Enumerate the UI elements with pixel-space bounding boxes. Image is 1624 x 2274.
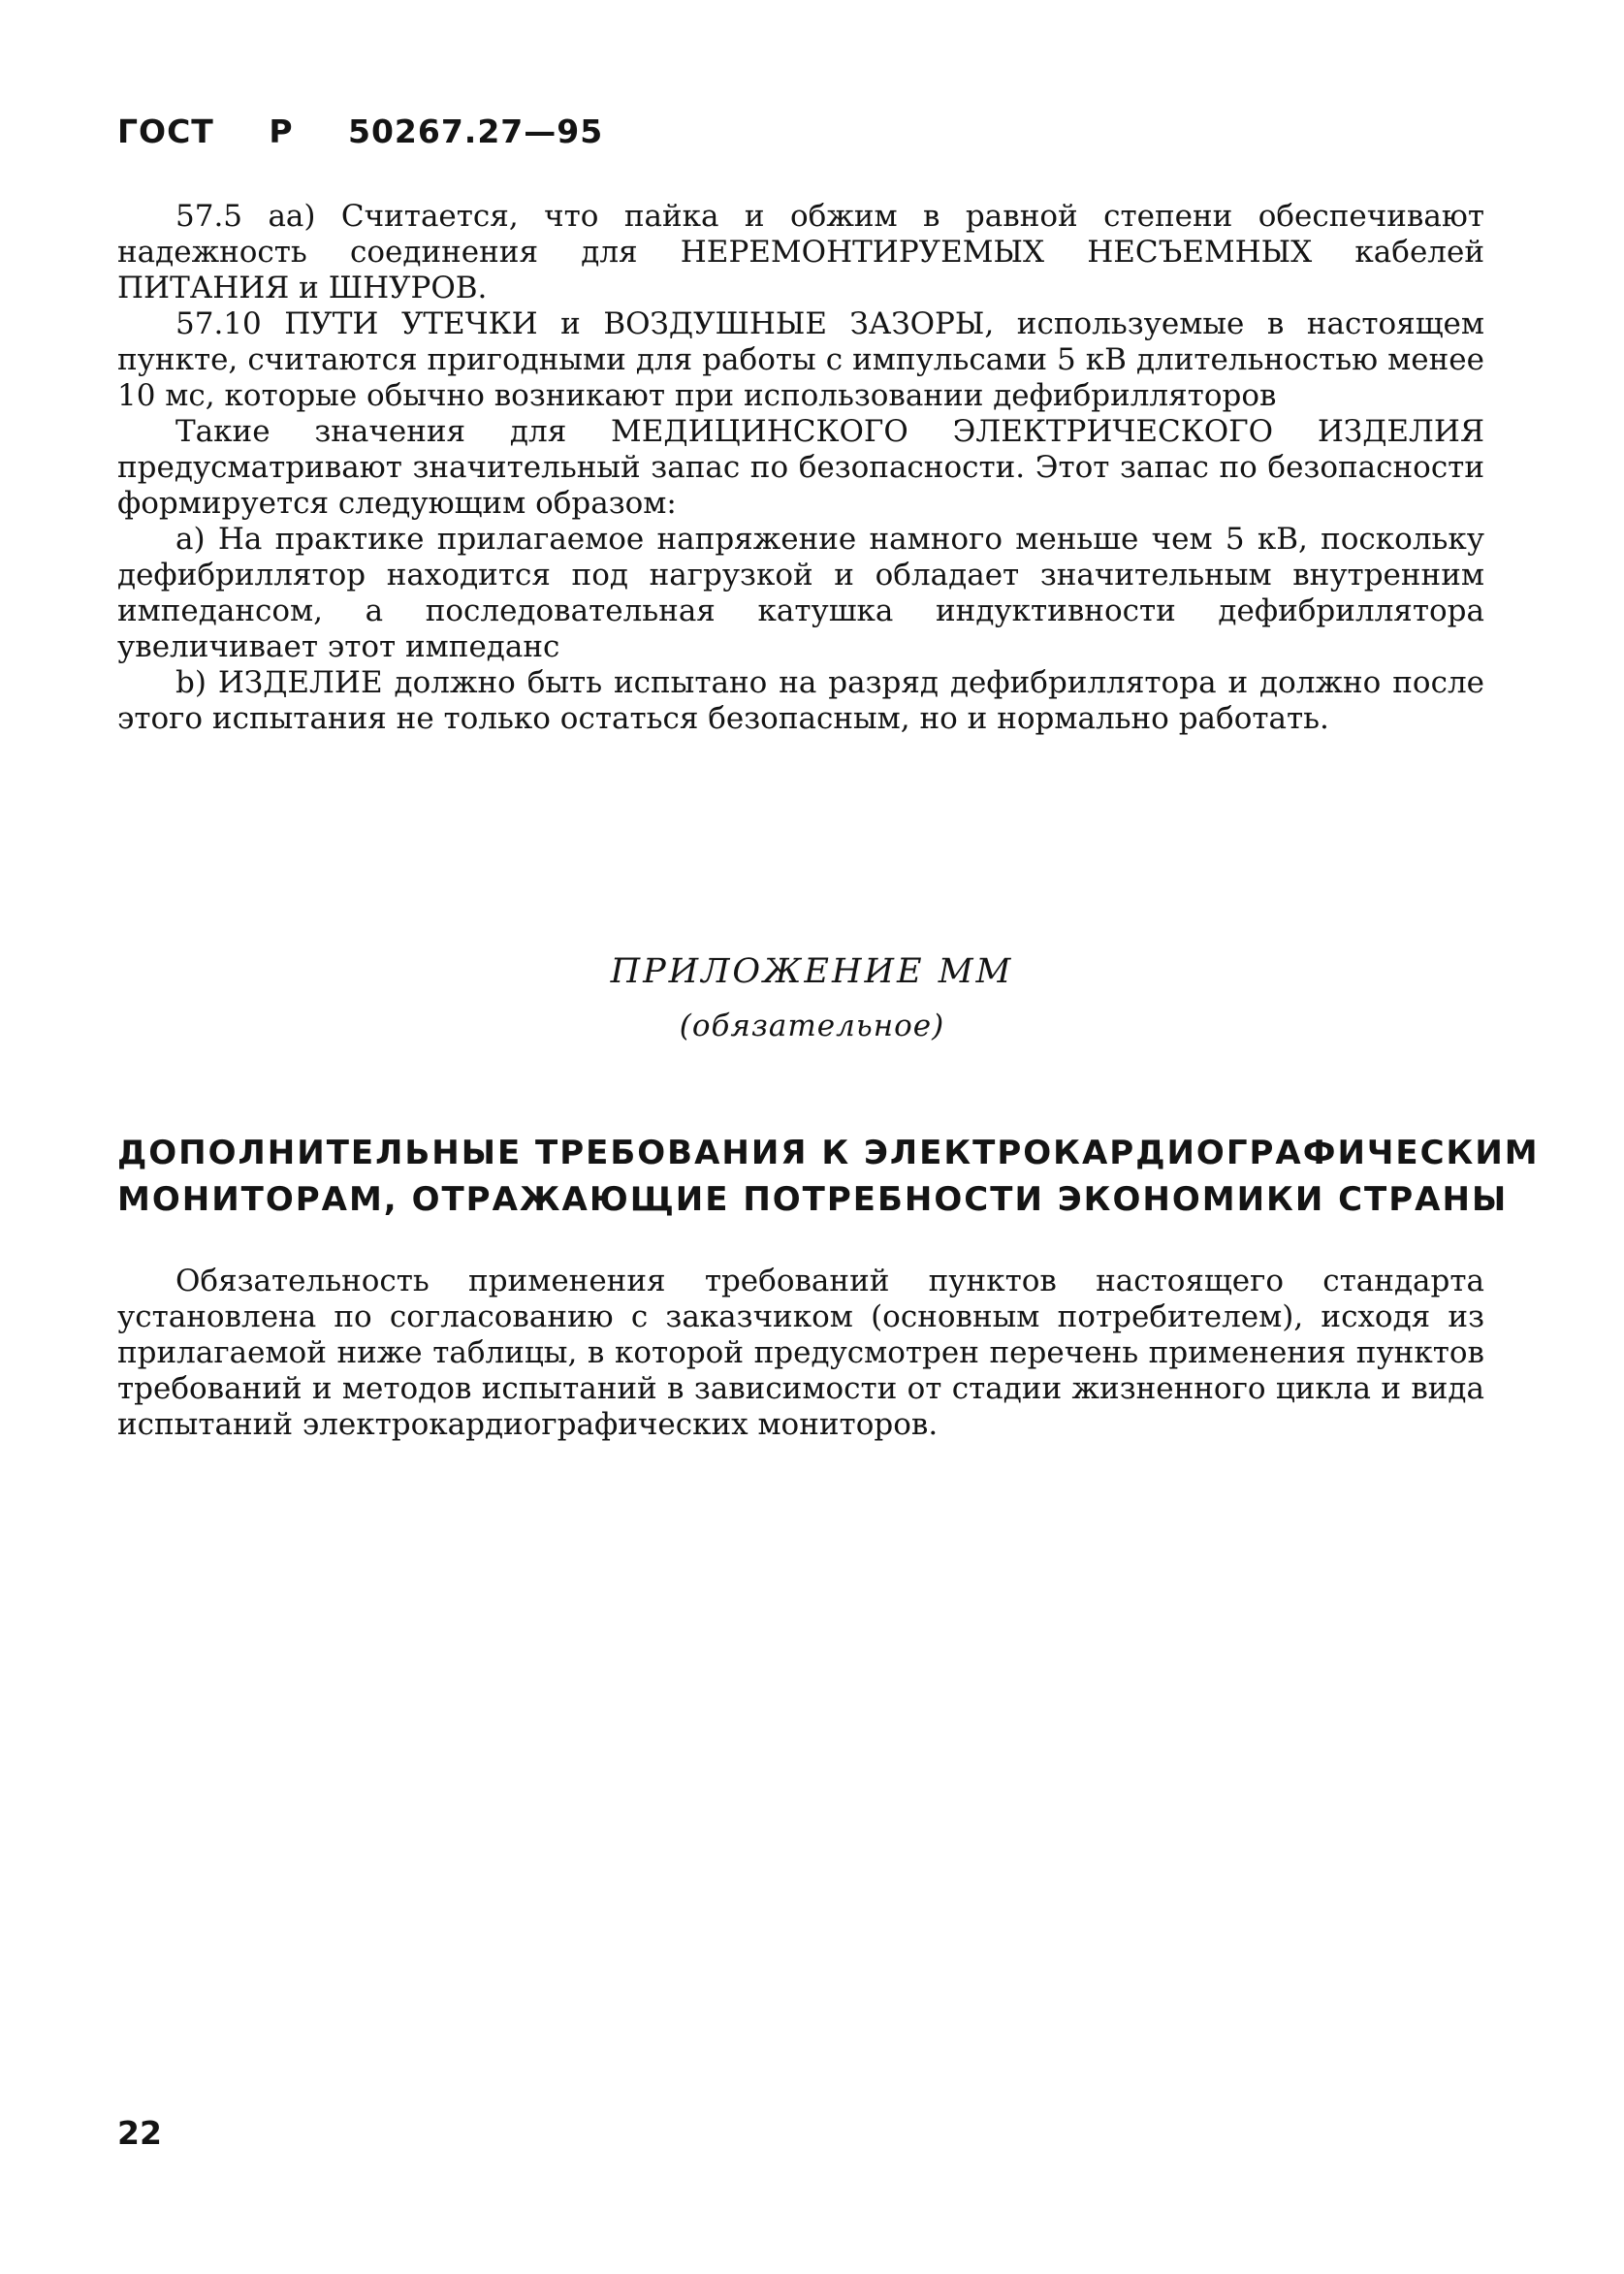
annex-subtitle: (обязательное) bbox=[679, 1009, 945, 1043]
paragraph-57-10: 57.10 ПУТИ УТЕЧКИ и ВОЗДУШНЫЕ ЗАЗОРЫ, используемые в настоящем пункте, считаются пригодными для работы с импульсами 5 кВ длительностью менее 10 мс, которые обычно возникают при использовании дефибрилляторов bbox=[117, 306, 1484, 413]
annex-heading bbox=[117, 1130, 1540, 1223]
header-gost: ГОСТ bbox=[117, 112, 214, 150]
paragraph-obligation: Обязательность применения требований пунктов настоящего стандарта установлена по согласованию с заказчиком (основным потребителем), исходя из прилагаемой ниже таблицы, в которой предусмотрен перечень применения пунктов требований и методов испытаний в зависимости от стадии жизненного цикла и вида испытаний электрокардиографических мониторов. bbox=[117, 1264, 1484, 1442]
header-standard-number: 50267.27—95 bbox=[348, 112, 604, 150]
annex-heading-line-2: МОНИТОРАМ, ОТРАЖАЮЩИЕ ПОТРЕБНОСТИ ЭКОНОМИКИ СТРАНЫ bbox=[117, 1180, 1509, 1219]
header-p: Р bbox=[269, 112, 294, 150]
annex-heading-line-1: ДОПОЛНИТЕЛЬНЫЕ ТРЕБОВАНИЯ К ЭЛЕКТРОКАРДИОГРАФИЧЕСКИМ bbox=[117, 1134, 1540, 1172]
paragraph-57-5: 57.5 аа) Считается, что пайка и обжим в равной степени обеспечивают надежность соединения для НЕРЕМОНТИРУЕМЫХ НЕСЪЕМНЫХ кабелей ПИТАНИЯ и ШНУРОВ. bbox=[117, 199, 1484, 305]
paragraph-safety-margin: Такие значения для МЕДИЦИНСКОГО ЭЛЕКТРИЧЕСКОГО ИЗДЕЛИЯ предусматривают значительный запас по безопасности. Этот запас по безопасности формируется следующим образом: bbox=[117, 414, 1484, 521]
page-number: 22 bbox=[117, 2114, 162, 2152]
annex-body-text bbox=[117, 1264, 1484, 1443]
section-57-text bbox=[117, 199, 1484, 737]
page-header bbox=[117, 112, 603, 150]
paragraph-item-b: b) ИЗДЕЛИЕ должно быть испытано на разряд дефибриллятора и должно после этого испытания не только остаться безопасным, но и нормально работать. bbox=[117, 665, 1484, 736]
paragraph-item-a: а) На практике прилагаемое напряжение намного меньше чем 5 кВ, поскольку дефибриллятор находится под нагрузкой и обладает значительным внутренним импедансом, а последовательная катушка индуктивности дефибриллятора увеличивает этот импеданс bbox=[117, 522, 1484, 664]
annex-title: ПРИЛОЖЕНИЕ ММ bbox=[610, 952, 1014, 991]
